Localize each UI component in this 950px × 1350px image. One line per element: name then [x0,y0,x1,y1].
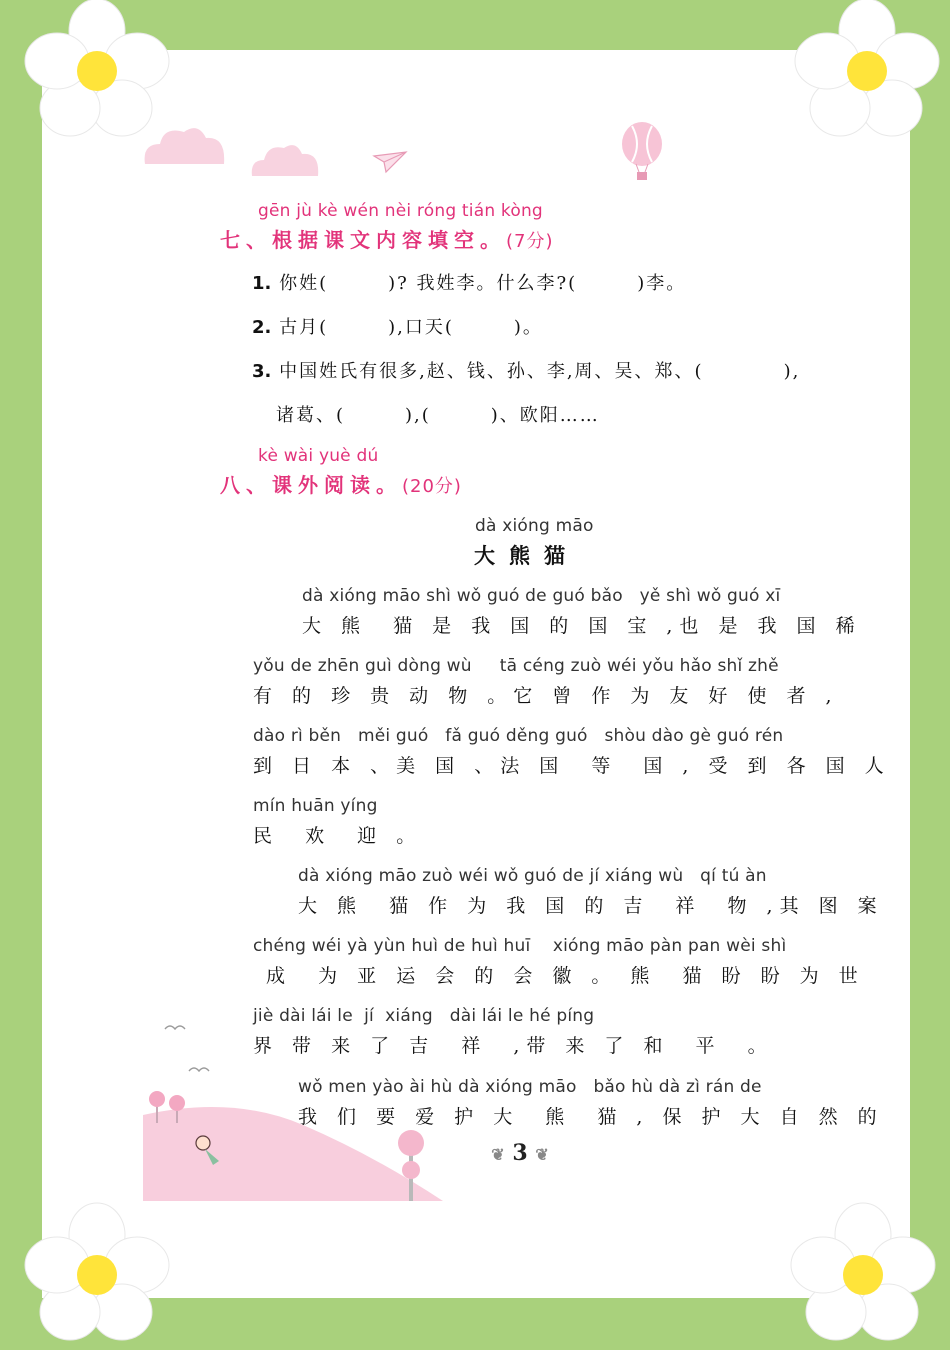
section7-title: 七、根据课文内容填空。 [220,228,506,252]
section8-heading [220,469,462,498]
cloud-icon [140,122,230,167]
section7-pinyin: gēn jù kè wén nèi róng tián kòng [258,201,543,221]
paper-plane-icon [372,150,408,174]
story-line-8-text: 我 们 要 爱 护 大 熊 猫 , 保 护 大 自 然 的 [298,1106,884,1128]
story-line-7-pinyin: jiè dài lái le jí xiáng dài lái le hé píng [253,1006,595,1026]
leaf-right-icon: ❦ [535,1145,549,1164]
bird-icon [165,1026,209,1071]
story-line-3-pinyin: dào rì běn měi guó fǎ guó děng guó shòu dào gè guó rén [253,726,784,746]
page-number: 3 [512,1140,528,1166]
question-3: 3. 中国姓氏有很多,赵、钱、孙、李,周、吴、郑、( ), [252,361,801,382]
question-2: 2. 古月( ),口天( )。 [252,317,543,338]
story-line-6-text: 成 为 亚 运 会 的 会 徽 。 熊 猫 盼 盼 为 世 [253,965,865,987]
story-title: 大熊猫 [474,544,579,568]
story-line-1-pinyin: dà xióng māo shì wǒ guó de guó bǎo yě shì wǒ guó xī [302,586,781,606]
story-line-2-pinyin: yǒu de zhēn guì dòng wù tā céng zuò wéi yǒu hǎo shǐ zhě [253,656,779,676]
story-line-4-text: 民 欢 迎 。 [253,825,423,847]
section7-score: (7分) [506,231,554,252]
question-1: 1. 你姓( )? 我姓李。什么李?( )李。 [252,273,687,294]
hot-air-balloon-icon [618,120,666,182]
leaf-left-icon: ❦ [491,1145,505,1164]
cloud-icon [248,140,323,178]
story-line-5-pinyin: dà xióng māo zuò wéi wǒ guó de jí xiáng wù qí tú àn [298,866,767,886]
story-title-pinyin: dà xióng māo [475,516,594,536]
story-line-7-text: 界 带 来 了 吉 祥 ,带 来 了 和 平 。 [253,1035,774,1057]
flower-top-right-icon [792,0,942,146]
story-line-1-text: 大 熊 猫 是 我 国 的 国 宝 ,也 是 我 国 稀 [302,615,862,637]
story-line-3-text: 到 日 本 、美 国 、法 国 等 国 , 受 到 各 国 人 [253,755,891,777]
section7-heading [220,224,554,253]
page-number-area [480,1140,560,1166]
story-line-4-pinyin: mín huān yíng [253,796,378,816]
flower-bottom-left-icon [22,1200,172,1350]
story-line-5-text: 大 熊 猫 作 为 我 国 的 吉 祥 物 ,其 图 案 [298,895,884,917]
story-line-2-text: 有 的 珍 贵 动 物 。它 曾 作 为 友 好 使 者 , [253,685,839,707]
question-3-continued: 诸葛、( ),( )、欧阳…… [276,405,600,426]
section8-pinyin: kè wài yuè dú [258,446,379,466]
story-line-6-pinyin: chéng wéi yà yùn huì de huì huī xióng māo pàn pan wèi shì [253,936,787,956]
section8-score: (20分) [402,476,462,497]
flower-bottom-right-icon [788,1200,938,1350]
pink-hill-illustration [143,1015,443,1201]
section8-title: 八、课外阅读。 [220,473,402,497]
story-line-8-pinyin: wǒ men yào ài hù dà xióng māo bǎo hù dà zì rán de [298,1077,762,1097]
